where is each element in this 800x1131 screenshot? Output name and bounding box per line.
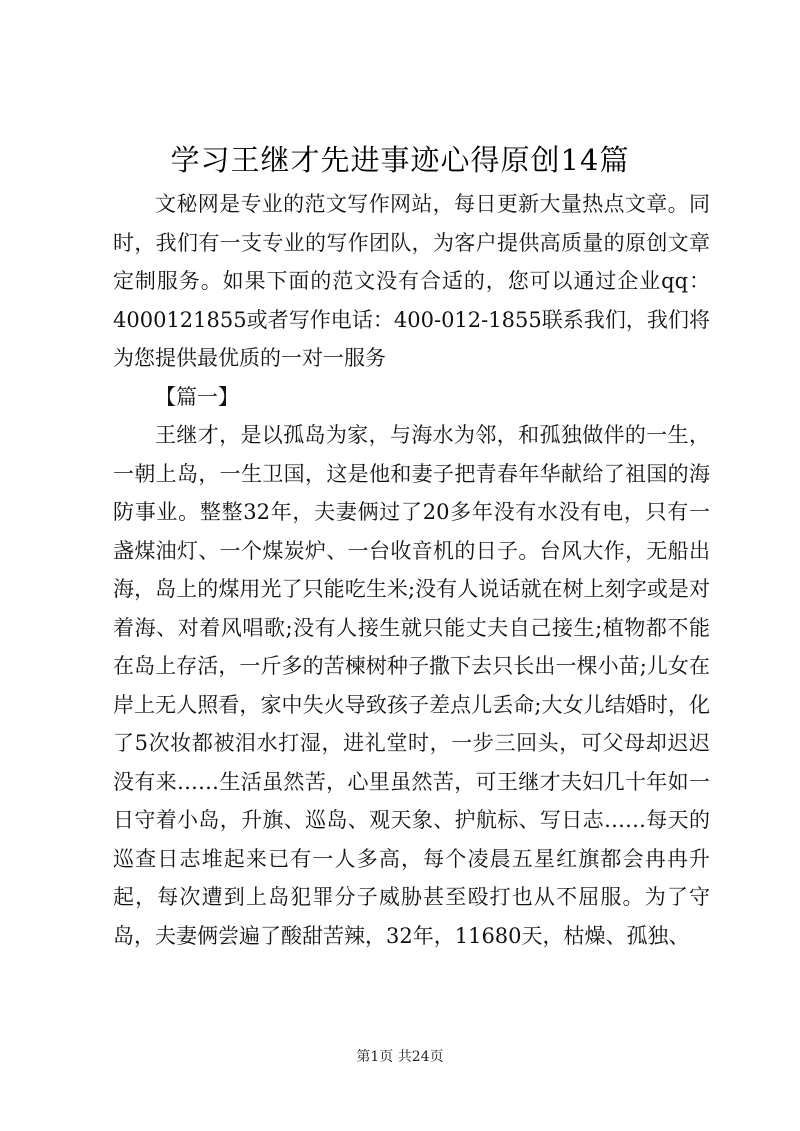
section-heading: 【篇一】 [155,384,239,409]
document-title: 学习王继才先进事迹心得原创14篇 [170,143,630,177]
document-body [113,185,710,955]
page-footer [0,1047,800,1067]
page-total: 共24页 [397,1049,444,1065]
intro-paragraph: 文秘网是专业的范文写作网站，每日更新大量热点文章。同时，我们有一支专业的写作团队，为客户提供高质量的原创文章定制服务。如果下面的范文没有合适的，您可以通过企业qq：4000121855或者写作电话：400-012-1855联系我们，我们将为您提供最优质的一对一服务 [113,192,710,370]
page-number: 第1页 [356,1049,394,1065]
body-paragraph: 王继才，是以孤岛为家，与海水为邻，和孤独做伴的一生，一朝上岛，一生卫国，这是他和妻子把青春年华献给了祖国的海防事业。整整32年，夫妻俩过了20多年没有水没有电，只有一盏煤油灯、一个煤炭炉、一台收音机的日子。台风大作，无船出海，岛上的煤用光了只能吃生米;没有人说话就在树上刻字或是对着海、对着风唱歌;没有人接生就只能丈夫自己接生;植物都不能在岛上存活，一斤多的苦楝树种子撒下去只长出一棵小苗;儿女在岸上无人照看，家中失火导致孩子差点儿丢命;大女儿结婚时，化了5次妆都被泪水打湿，进礼堂时，一步三回头，可父母却迟迟没有来……生活虽然苦，心里虽然苦，可王继才夫妇几十年如一日守着小岛，升旗、巡岛、观天象、护航标、写日志……每天的巡查日志堆起来已有一人多高，每个凌晨五星红旗都会冉冉升起，每次遭到上岛犯罪分子威胁甚至殴打也从不屈服。为了守岛，夫妻俩尝遍了酸甜苦辣，32年，11680天，枯燥、孤独、 [113,423,710,948]
